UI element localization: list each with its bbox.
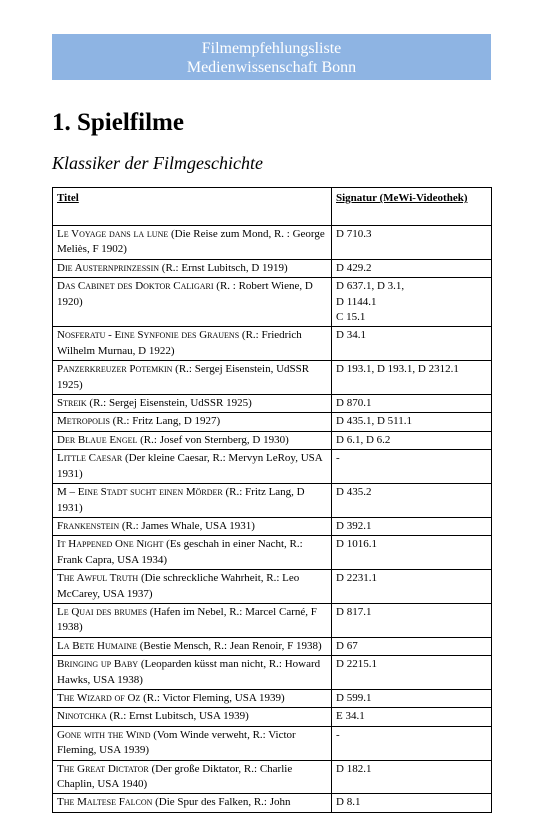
signature-cell [332,395,492,413]
film-title: The Wizard of Oz [57,691,141,704]
film-title: Le Voyage dans la lune [57,228,169,240]
film-title: Gone with the Wind [57,728,151,741]
table-row [53,484,492,518]
signature-cell [332,708,492,726]
table-row [53,413,492,431]
banner-subtitle: Medienwissenschaft Bonn [186,59,357,76]
table-body [53,226,492,813]
film-title: Little Caesar [57,452,123,465]
signature-cell [332,361,492,395]
signature-value: D 2231.1 [336,572,377,585]
table-row [53,656,492,690]
signature-cell [332,726,492,760]
signature-cell [332,327,492,361]
signature-value: C 15.1 [336,311,366,324]
film-cell [53,536,332,570]
film-info: (Bestie Mensch, R.: Jean Renoir, F 1938) [136,639,322,652]
film-title: Das Cabinet des Doktor Caligari [57,280,214,293]
film-info: (Hafen im Nebel, R.: Marcel Carné, F 1938) [57,605,317,634]
signature-value: D 1144.1 [336,295,377,308]
table-row [53,226,492,260]
film-info: (R.: James Whale, USA 1931) [119,519,255,532]
film-info: (R.: Sergej Eisenstein, UdSSR 1925) [57,363,310,391]
film-info: (Vom Winde verweht, R.: Victor Fleming, USA 1939) [57,728,296,757]
film-cell [53,726,332,760]
film-info: (Der kleine Caesar, R.: Mervyn LeRoy, USA 1931) [57,452,323,480]
table-row [53,517,492,535]
table-row [53,726,492,760]
film-info: (Leoparden küsst man nicht, R.: Howard Hawks, USA 1938) [57,658,321,686]
signature-value: D 1016.1 [336,538,377,551]
signature-cell [332,278,492,327]
film-cell [53,570,332,604]
signature-value: D 435.2 [336,486,372,499]
signature-cell [332,603,492,637]
signature-value: D 8.1 [336,796,361,809]
signature-cell [332,794,492,812]
table-row [53,278,492,327]
signature-cell [332,484,492,518]
film-info: (Es geschah in einer Nacht, R.: Frank Capra, USA 1934) [57,538,303,566]
signature-value: - [336,728,340,741]
film-cell [53,450,332,484]
signature-cell [332,689,492,707]
table-row [53,570,492,604]
header-banner [52,34,491,80]
subsection-heading: Klassiker der Filmgeschichte [52,153,263,173]
film-cell [53,431,332,449]
table-row [53,708,492,726]
film-cell [53,637,332,655]
film-title: The Awful Truth [57,572,139,585]
table-row [53,689,492,707]
film-cell [53,259,332,277]
film-cell [53,327,332,361]
film-title: Le Quai des brumes [57,605,148,618]
film-title: Bringing up Baby [57,658,139,671]
film-info: (R. : Robert Wiene, D 1920) [57,280,313,308]
table-row [53,361,492,395]
signature-cell [332,760,492,794]
signature-cell [332,570,492,604]
film-info: (R.: Josef von Sternberg, D 1930) [137,433,289,446]
film-title: Panzerkreuzer Potemkin [57,363,173,376]
signature-cell [332,226,492,260]
table-row [53,760,492,794]
film-table [52,187,492,813]
film-title: The Maltese Falcon [57,796,153,809]
film-info: (R.: Friedrich Wilhelm Murnau, D 1922) [57,329,302,357]
signature-value: D 67 [336,639,358,652]
banner-title: Filmempfehlungsliste [201,40,342,57]
signature-value: D 34.1 [336,329,366,342]
signature-value: D 2215.1 [336,658,377,671]
film-info: (R.: Fritz Lang, D 1927) [109,415,221,428]
film-title: M – Eine Stadt sucht einen Mörder [57,486,223,499]
table-row [53,603,492,637]
signature-value: D 870.1 [336,397,372,410]
film-title: Ninotchka [57,710,107,723]
table-row [53,794,492,812]
table-header-row [53,188,492,226]
film-title: La Bete Humaine [57,639,137,652]
film-cell [53,794,332,812]
section-heading: 1. Spielfilme [52,109,184,136]
column-header-signature: Signatur (MeWi-Videothek) [332,188,492,226]
signature-value: D 637.1, D 3.1, [336,280,405,293]
film-title: Nosferatu - Eine Synfonie des Grauens [57,329,240,342]
film-info: (R.: Ernst Lubitsch, USA 1939) [106,710,249,723]
film-info: (Der große Diktator, R.: Charlie Chaplin, USA 1940) [57,762,293,790]
signature-cell [332,656,492,690]
film-cell [53,413,332,431]
film-cell [53,361,332,395]
film-cell [53,603,332,637]
film-cell [53,656,332,690]
film-info: (Die Reise zum Mond, R. : George Meliès, F 1902) [57,228,325,256]
signature-value: D 817.1 [336,605,372,618]
signature-cell [332,637,492,655]
signature-value: D 435.1, D 511.1 [336,415,412,428]
signature-cell [332,413,492,431]
signature-value: D 429.2 [336,261,372,274]
film-title: It Happened One Night [57,538,164,551]
film-cell [53,278,332,327]
film-title: The Great Dictator [57,762,149,775]
film-cell [53,484,332,518]
signature-cell [332,450,492,484]
film-info: (Die Spur des Falken, R.: John [152,796,291,809]
signature-value: D 6.1, D 6.2 [336,433,391,446]
signature-value: D 182.1 [336,762,372,775]
film-title: Streik [57,397,87,410]
column-header-title: Titel [53,188,332,226]
table-row [53,450,492,484]
table-row [53,259,492,277]
film-cell [53,760,332,794]
film-cell [53,708,332,726]
film-title: Metropolis [57,415,110,428]
table-row [53,536,492,570]
signature-value: D 392.1 [336,519,372,532]
table-row [53,395,492,413]
signature-value: E 34.1 [336,710,365,723]
table-row [53,431,492,449]
film-info: (R.: Victor Fleming, USA 1939) [140,691,285,704]
film-title: Der Blaue Engel [57,433,138,446]
signature-cell [332,431,492,449]
signature-value: - [336,452,340,465]
film-cell [53,226,332,260]
signature-cell [332,536,492,570]
film-info: (R.: Fritz Lang, D 1931) [57,486,305,514]
film-info: (R.: Sergej Eisenstein, UdSSR 1925) [86,397,252,410]
signature-cell [332,517,492,535]
signature-value: D 710.3 [336,228,372,240]
film-cell [53,517,332,535]
signature-cell [332,259,492,277]
table-row [53,637,492,655]
film-cell [53,395,332,413]
table-row [53,327,492,361]
film-info: (R.: Ernst Lubitsch, D 1919) [159,261,288,274]
film-title: Frankenstein [57,519,120,532]
film-title: Die Austernprinzessin [57,261,160,274]
film-cell [53,689,332,707]
film-info: (Die schreckliche Wahrheit, R.: Leo McCarey, USA 1937) [57,572,300,600]
signature-value: D 193.1, D 193.1, D 2312.1 [336,363,459,376]
signature-value: D 599.1 [336,691,372,704]
